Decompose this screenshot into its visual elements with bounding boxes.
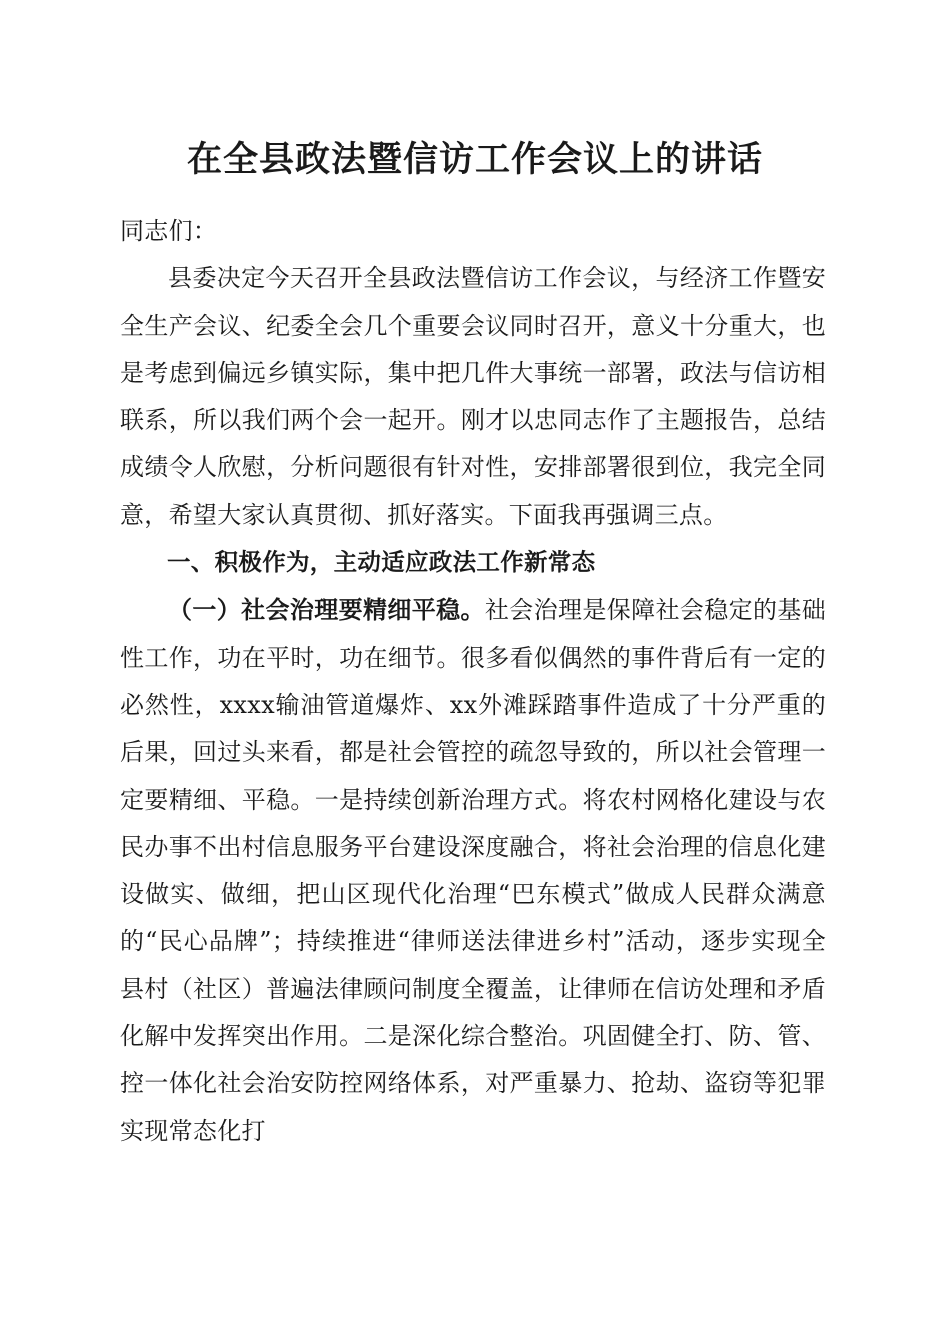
- document-body: [120, 208, 826, 1155]
- document-title: 在全县政法暨信访工作会议上的讲话: [186, 139, 763, 180]
- section-heading-1: 一、积极作为，主动适应政法工作新常态: [167, 548, 596, 577]
- subsection-heading-1: （一）社会治理要精细平稳。: [168, 595, 485, 625]
- subsection-body-1: 社会治理是保障社会稳定的基础性工作，功在平时，功在细节。很多看似偶然的事件背后有一定的必然性，xxxx输油管道爆炸、xx外滩踩踏事件造成了十分严重的后果，回过头来看，都是社会管控的疏忽导致的，所以社会管理一定要精细、平稳。一是持续创新治理方式。将农村网格化建设与农民办事不出村信息服务平台建设深度融合，将社会治理的信息化建设做实、做细，把山区现代化治理“巴东模式”做成人民群众满意的“民心品牌”；持续推进“律师送法律进乡村”活动，逐步实现全县村（社区）普遍法律顾问制度全覆盖，让律师在信访处理和矛盾化解中发挥突出作用。二是深化综合整治。巩固健全打、防、管、控一体化社会治安防控网络体系，对严重暴力、抢劫、盗窃等犯罪实现常态化打: [120, 596, 827, 1145]
- intro-paragraph: 县委决定今天召开全县政法暨信访工作会议，与经济工作暨安全生产会议、纪委全会几个重要会议同时召开，意义十分重大，也是考虑到偏远乡镇实际，集中把几件大事统一部署，政法与信访相联系，所以我们两个会一起开。刚才以忠同志作了主题报告，总结成绩令人欣慰，分析问题很有针对性，安排部署很到位，我完全同意，希望大家认真贯彻、抓好落实。下面我再强调三点。: [120, 264, 826, 529]
- salutation: 同志们：: [120, 217, 218, 245]
- subsection-paragraph-1: [120, 586, 826, 1155]
